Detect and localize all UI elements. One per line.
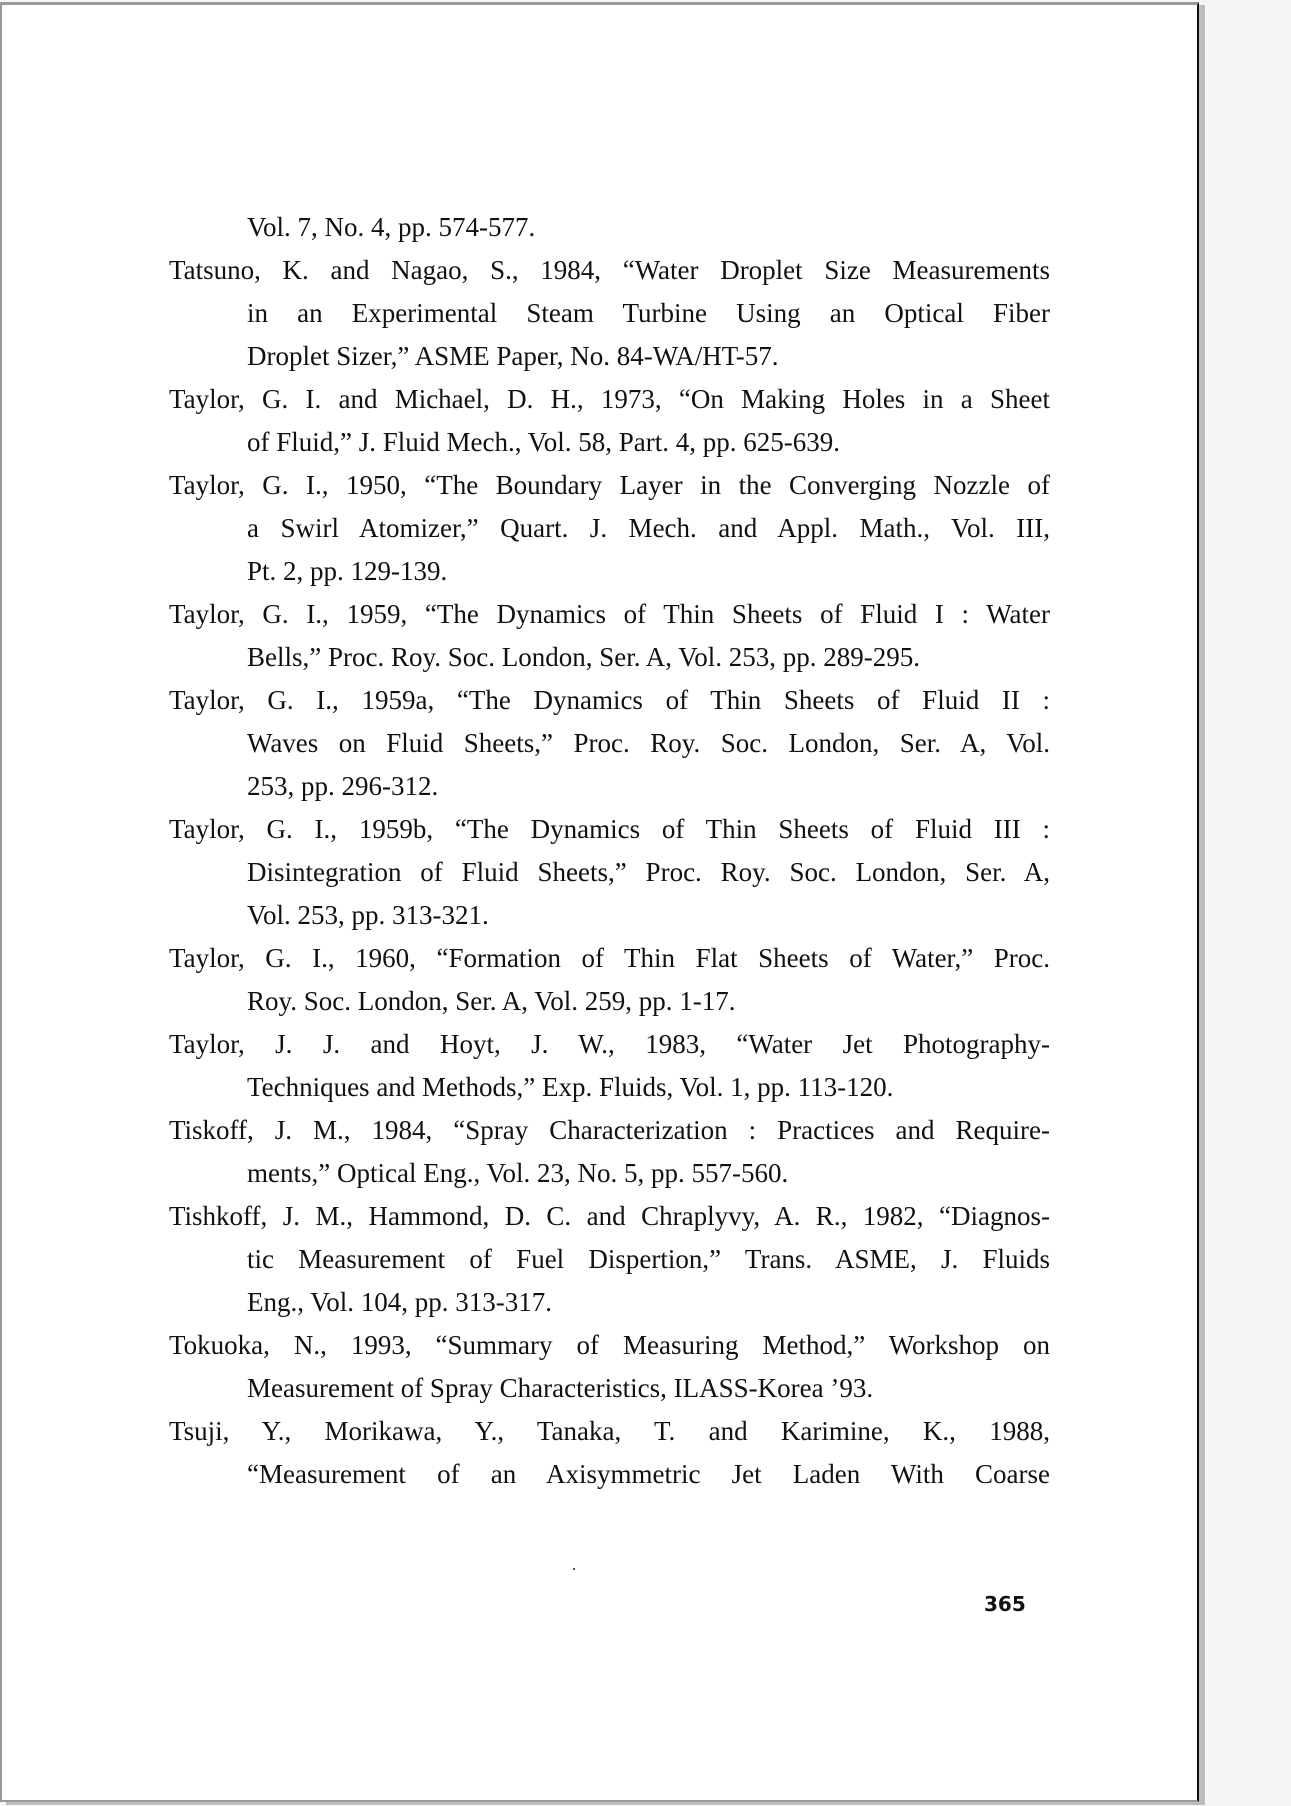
reference-line: Tsuji, Y., Morikawa, Y., Tanaka, T. and Karimine, K., 1988, <box>169 1416 1050 1446</box>
document-page <box>0 2 1199 1802</box>
reference-line: in an Experimental Steam Turbine Using an Optical Fiber <box>247 298 1050 328</box>
reference-line: Bells,” Proc. Roy. Soc. London, Ser. A, Vol. 253, pp. 289-295. <box>247 642 921 672</box>
reference-entry <box>169 1023 1050 1109</box>
reference-line: Techniques and Methods,” Exp. Fluids, Vol. 1, pp. 113-120. <box>247 1072 894 1102</box>
reference-line: Waves on Fluid Sheets,” Proc. Roy. Soc. London, Ser. A, Vol. <box>247 728 1050 758</box>
reference-line: Taylor, G. I., 1959, “The Dynamics of Thin Sheets of Fluid I : Water <box>169 599 1050 629</box>
reference-line: Taylor, J. J. and Hoyt, J. W., 1983, “Water Jet Photography- <box>169 1029 1050 1059</box>
reference-line: 253, pp. 296-312. <box>247 771 439 801</box>
reference-line: tic Measurement of Fuel Dispertion,” Trans. ASME, J. Fluids <box>247 1244 1050 1274</box>
reference-line: “Measurement of an Axisymmetric Jet Laden With Coarse <box>247 1459 1050 1489</box>
reference-line: Measurement of Spray Characteristics, ILASS-Korea ’93. <box>247 1373 874 1403</box>
reference-entry <box>169 1410 1050 1496</box>
reference-entry <box>169 1109 1050 1195</box>
reference-entry <box>169 1324 1050 1410</box>
reference-line: Disintegration of Fluid Sheets,” Proc. Roy. Soc. London, Ser. A, <box>247 857 1050 887</box>
page-number: 365 <box>984 1592 1026 1616</box>
reference-line: Tatsuno, K. and Nagao, S., 1984, “Water Droplet Size Measurements <box>169 255 1050 285</box>
reference-entry <box>169 593 1050 679</box>
reference-line: Taylor, G. I., 1950, “The Boundary Layer in the Converging Nozzle of <box>169 470 1050 500</box>
reference-line: of Fluid,” J. Fluid Mech., Vol. 58, Part. 4, pp. 625-639. <box>247 427 841 457</box>
reference-list <box>169 206 1050 1496</box>
reference-line: Tishkoff, J. M., Hammond, D. C. and Chraplyvy, A. R., 1982, “Diagnos- <box>169 1201 1050 1231</box>
speck <box>573 1568 575 1570</box>
reference-line: Eng., Vol. 104, pp. 313-317. <box>247 1287 553 1317</box>
reference-line: Tokuoka, N., 1993, “Summary of Measuring Method,” Workshop on <box>169 1330 1050 1360</box>
reference-line: a Swirl Atomizer,” Quart. J. Mech. and Appl. Math., Vol. III, <box>247 513 1050 543</box>
reference-line: Vol. 7, No. 4, pp. 574-577. <box>247 212 536 242</box>
reference-line: Taylor, G. I., 1959a, “The Dynamics of Thin Sheets of Fluid II : <box>169 685 1050 715</box>
reference-entry <box>169 464 1050 593</box>
reference-line: Droplet Sizer,” ASME Paper, No. 84-WA/HT-57. <box>247 341 779 371</box>
reference-line: Vol. 253, pp. 313-321. <box>247 900 489 930</box>
reference-entry <box>169 249 1050 378</box>
reference-line: Roy. Soc. London, Ser. A, Vol. 259, pp. 1-17. <box>247 986 736 1016</box>
reference-line: Taylor, G. I. and Michael, D. H., 1973, “On Making Holes in a Sheet <box>169 384 1050 414</box>
reference-line: Taylor, G. I., 1960, “Formation of Thin Flat Sheets of Water,” Proc. <box>169 943 1050 973</box>
reference-entry <box>169 206 1050 249</box>
reference-line: Tiskoff, J. M., 1984, “Spray Characterization : Practices and Require- <box>169 1115 1050 1145</box>
reference-entry <box>169 808 1050 937</box>
reference-entry <box>169 679 1050 808</box>
reference-entry <box>169 378 1050 464</box>
reference-line: Taylor, G. I., 1959b, “The Dynamics of Thin Sheets of Fluid III : <box>169 814 1050 844</box>
reference-entry <box>169 937 1050 1023</box>
reference-line: ments,” Optical Eng., Vol. 23, No. 5, pp. 557-560. <box>247 1158 789 1188</box>
reference-entry <box>169 1195 1050 1324</box>
reference-line: Pt. 2, pp. 129-139. <box>247 556 448 586</box>
